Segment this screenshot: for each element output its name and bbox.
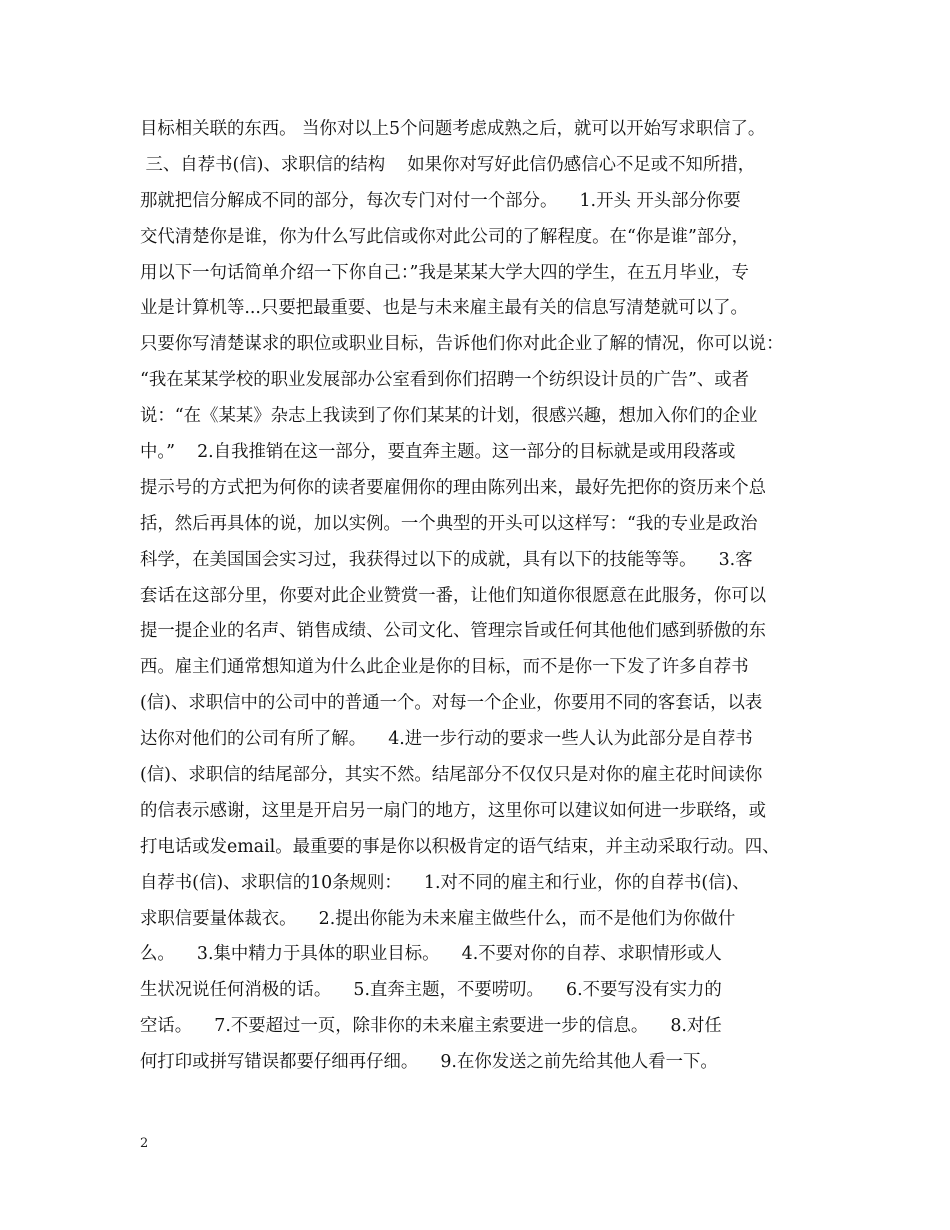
text-line: 生状况说任何消极的话。 5.直奔主题，不要唠叨。 6.不要写没有实力的 [140, 980, 722, 1001]
text-line: 三、自荐书(信)、求职信的结构 如果你对写好此信仍感信心不足或不知所措， [140, 154, 756, 175]
text-line: 交代清楚你是谁，你为什么写此信或你对此公司的了解程度。在“你是谁”部分， [140, 226, 750, 247]
page-number: 2 [140, 1136, 149, 1151]
text-line: 只要你写清楚谋求的职位或职业目标，告诉他们你对此企业了解的情况，你可以说： [140, 334, 784, 355]
text-line: (信)、求职信的结尾部分，其实不然。结尾部分不仅仅只是对你的雇主花时间读你 [140, 765, 763, 786]
text-line: 达你对他们的公司有所了解。 4.进一步行动的要求一些人认为此部分是自荐书 [140, 729, 753, 750]
text-line: 中。” 2.自我推销在这一部分，要直奔主题。这一部分的目标就是或用段落或 [140, 442, 736, 463]
text-line: 的信表示感谢，这里是开启另一扇门的地方，这里你可以建议如何进一步联络，或 [140, 800, 767, 821]
text-line: 空话。 7.不要超过一页，除非你的未来雇主索要进一步的信息。 8.对任 [140, 1016, 722, 1037]
text-line: 科学，在美国国会实习过，我获得过以下的成就，具有以下的技能等等。 3.客 [140, 549, 753, 570]
text-line: 说：“在《某某》杂志上我读到了你们某某的计划，很感兴趣，想加入你们的企业 [140, 406, 758, 427]
text-line: 业是计算机等...只要把最重要、也是与未来雇主最有关的信息写清楚就可以了。 [140, 298, 748, 319]
text-line: 括，然后再具体的说，加以实例。一个典型的开头可以这样写：“我的专业是政治 [140, 513, 758, 534]
text-line: 目标相关联的东西。 当你对以上5个问题考虑成熟之后，就可以开始写求职信了。 [140, 119, 766, 139]
text-line: 打电话或发email。最重要的事是你以积极肯定的语气结束，并主动采取行动。四、 [140, 836, 780, 857]
text-line: 套话在这部分里，你要对此企业赞赏一番，让他们知道你很愿意在此服务，你可以 [140, 585, 767, 606]
text-line: 提示号的方式把为何你的读者要雇佣你的理由陈列出来，最好先把你的资历来个总 [140, 477, 767, 498]
text-line: 求职信要量体裁衣。 2.提出你能为未来雇主做些什么，而不是他们为你做什 [140, 908, 736, 929]
text-line: 用以下一句话简单介绍一下你自己：”我是某某大学大四的学生，在五月毕业，专 [140, 262, 749, 283]
text-line: 提一提企业的名声、销售成绩、公司文化、管理宗旨或任何其他他们感到骄傲的东 [140, 621, 767, 642]
text-line: 么。 3.集中精力于具体的职业目标。 4.不要对你的自荐、求职情形或人 [140, 944, 722, 965]
body-text [140, 112, 840, 1081]
text-line: 何打印或拼写错误都要仔细再仔细。 9.在你发送之前先给其他人看一下。 [140, 1052, 718, 1073]
text-line: “我在某某学校的职业发展部办公室看到你们招聘一个纺织设计员的广告”、或者 [140, 370, 750, 391]
text-line: 自荐书(信)、求职信的10条规则： 1.对不同的雇主和行业，你的自荐书(信)、 [140, 872, 750, 893]
text-line: 西。雇主们通常想知道为什么此企业是你的目标，而不是你一下发了许多自荐书 [140, 657, 749, 678]
text-line: (信)、求职信中的公司中的普通一个。对每一个企业，你要用不同的客套话，以表 [140, 693, 763, 714]
text-line: 那就把信分解成不同的部分，每次专门对付一个部分。 1.开头 开头部分你要 [140, 190, 741, 211]
